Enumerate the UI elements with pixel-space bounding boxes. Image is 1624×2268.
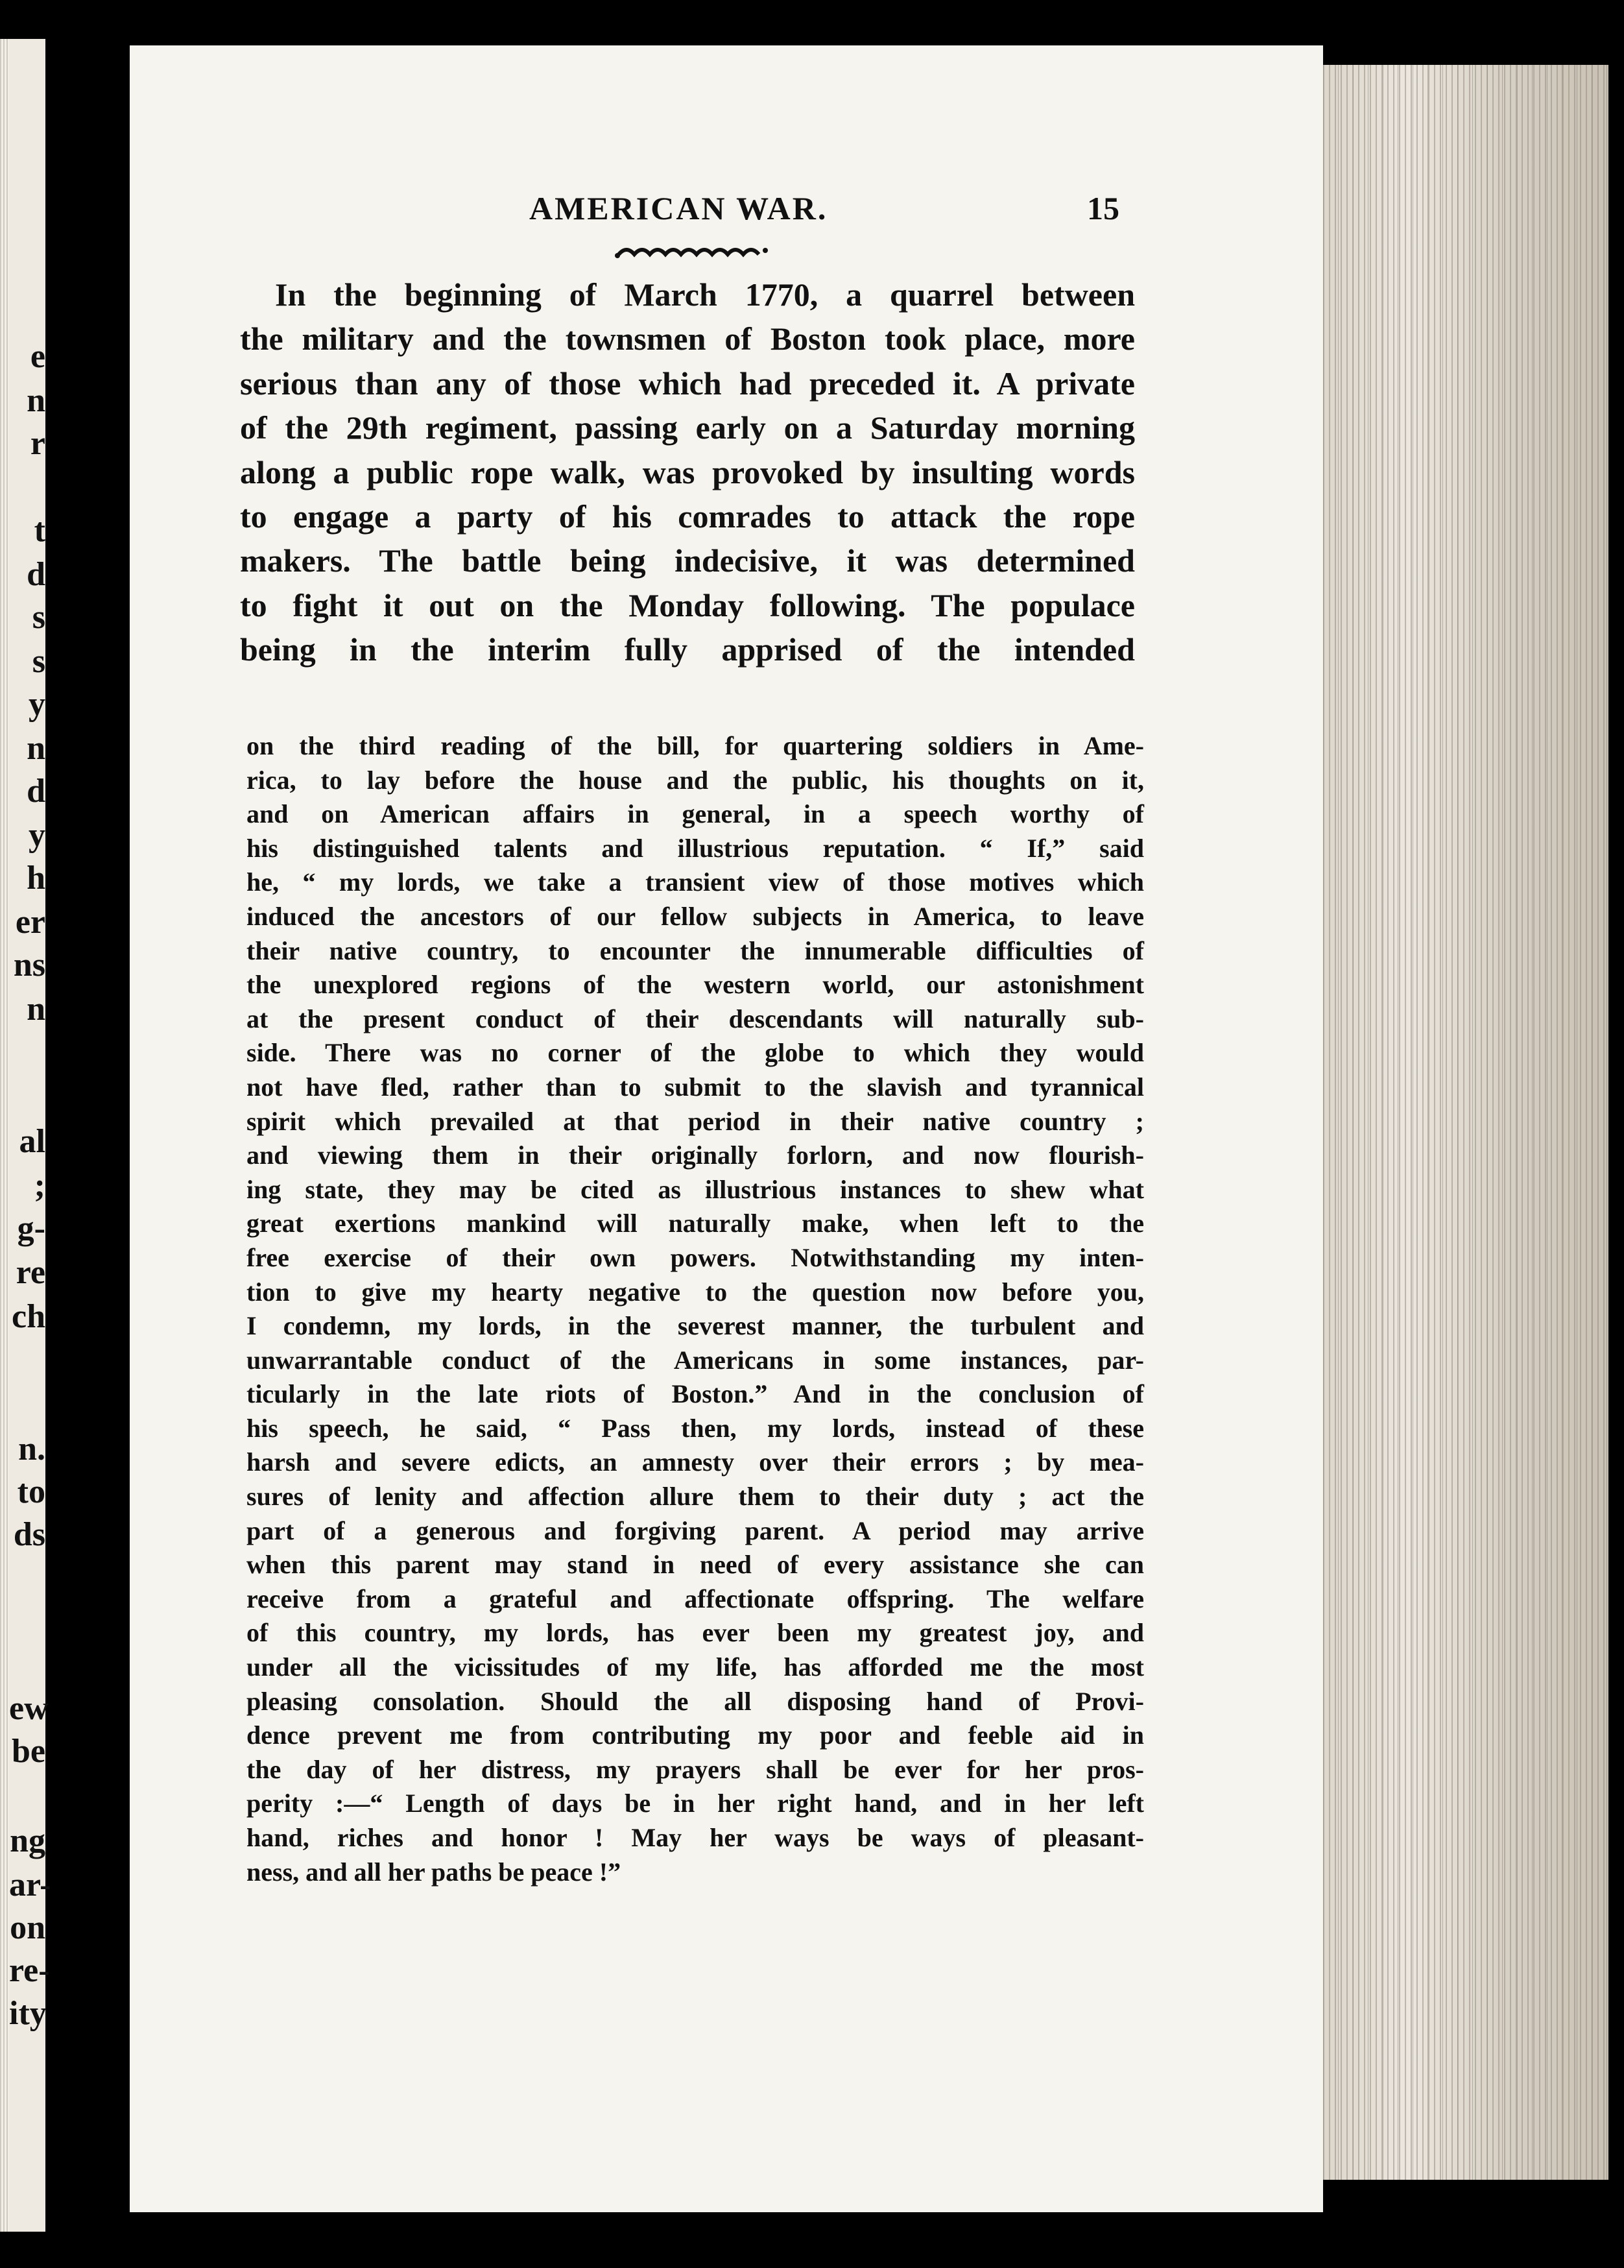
footnote-line: receive from a grateful and affectionate offspring. The welfare bbox=[246, 1584, 1144, 1613]
footnote-line: at the present conduct of their descendants will naturally sub- bbox=[246, 1004, 1144, 1033]
footnote-line: ness, and all her paths be peace !” bbox=[246, 1857, 621, 1887]
page-stack-edge bbox=[1323, 65, 1608, 2180]
text-line: to fight it out on the Monday following. The populace bbox=[240, 586, 1135, 623]
text-line: along a public rope walk, was provoked by insulting words bbox=[240, 453, 1135, 490]
margin-fragment: be bbox=[12, 1733, 45, 1770]
text-line: the military and the townsmen of Boston took place, more bbox=[240, 320, 1135, 357]
margin-fragment: ng bbox=[10, 1822, 45, 1859]
facing-page-fore-edge bbox=[0, 39, 9, 2232]
footnote-line: I condemn, my lords, in the severest manner, the turbulent and bbox=[246, 1311, 1144, 1341]
footnote-line: side. There was no corner of the globe to which they would bbox=[246, 1038, 1144, 1068]
margin-fragment: re- bbox=[9, 1952, 50, 1989]
margin-fragment: r bbox=[30, 425, 45, 462]
facing-page-edge bbox=[0, 39, 51, 2232]
footnote-line: and viewing them in their originally forlorn, and now flourish- bbox=[246, 1140, 1144, 1170]
footnote-line: of this country, my lords, has ever been my greatest joy, and bbox=[246, 1618, 1144, 1648]
margin-fragment: g- bbox=[17, 1210, 45, 1247]
margin-fragment: ew bbox=[9, 1690, 49, 1727]
text-line: In the beginning of March 1770, a quarrel between bbox=[275, 276, 1135, 313]
margin-fragment: d bbox=[27, 556, 45, 593]
margin-fragment: t bbox=[34, 512, 45, 549]
footnote-line: part of a generous and forgiving parent. A period may arrive bbox=[246, 1515, 1144, 1545]
margin-fragment: d bbox=[27, 773, 45, 810]
footnote-line: unwarrantable conduct of the Americans in some instances, par- bbox=[246, 1345, 1144, 1375]
margin-fragment: h bbox=[27, 860, 45, 897]
footnote-line: not have fled, rather than to submit to the slavish and tyrannical bbox=[246, 1072, 1144, 1102]
margin-fragment: s bbox=[32, 599, 45, 636]
text-line: being in the interim fully apprised of the intended bbox=[240, 631, 1135, 668]
footnote-line: his speech, he said, “ Pass then, my lords, instead of these bbox=[246, 1413, 1144, 1443]
margin-fragment: ds bbox=[13, 1516, 45, 1553]
footnote-line: rica, to lay before the house and the public, his thoughts on it, bbox=[246, 765, 1144, 795]
text-line: to engage a party of his comrades to attack the rope bbox=[240, 498, 1135, 535]
footnote-line: harsh and severe edicts, an amnesty over their errors ; by mea- bbox=[246, 1447, 1144, 1477]
text-line: of the 29th regiment, passing early on a Saturday morning bbox=[240, 409, 1135, 446]
margin-fragment: n. bbox=[18, 1430, 45, 1467]
text-line: makers. The battle being indecisive, it was determined bbox=[240, 542, 1135, 579]
footnote-line: hand, riches and honor ! May her ways be ways of pleasant- bbox=[246, 1823, 1144, 1852]
footnote-line: great exertions mankind will naturally make, when left to the bbox=[246, 1209, 1144, 1238]
footnote-line: the day of her distress, my prayers shall be ever for her pros- bbox=[246, 1754, 1144, 1784]
margin-fragment: to bbox=[17, 1473, 45, 1510]
footnote bbox=[246, 729, 1144, 1889]
footnote-line: when this parent may stand in need of every assistance she can bbox=[246, 1550, 1144, 1580]
margin-fragment: er bbox=[15, 904, 45, 941]
margin-fragment: y bbox=[29, 686, 45, 723]
footnote-line: their native country, to encounter the innumerable difficulties of bbox=[246, 935, 1144, 965]
footnote-line: tion to give my hearty negative to the question now before you, bbox=[246, 1277, 1144, 1307]
margin-fragment: on bbox=[10, 1909, 45, 1946]
margin-fragment: e bbox=[30, 338, 45, 375]
footnote-line: sures of lenity and affection allure them to their duty ; act the bbox=[246, 1482, 1144, 1512]
footnote-line: under all the vicissitudes of my life, has afforded me the most bbox=[246, 1652, 1144, 1682]
footnote-line: he, “ my lords, we take a transient view of those motives which bbox=[246, 867, 1144, 897]
footnote-line: perity :—“ Length of days be in her right hand, and in her left bbox=[246, 1789, 1144, 1818]
footnote-line: pleasing consolation. Should the all disposing hand of Provi- bbox=[246, 1686, 1144, 1716]
margin-fragment: ns bbox=[13, 947, 45, 983]
margin-fragment: n bbox=[27, 730, 45, 767]
margin-fragment: ity bbox=[9, 1995, 47, 2032]
footnote-line: ticularly in the late riots of Boston.” And in the conclusion of bbox=[246, 1379, 1144, 1409]
margin-fragment: y bbox=[29, 817, 45, 854]
margin-fragment: n bbox=[27, 382, 45, 419]
footnote-line: dence prevent me from contributing my poor and feeble aid in bbox=[246, 1720, 1144, 1750]
margin-fragment: ch bbox=[12, 1298, 45, 1335]
margin-fragment: ar- bbox=[9, 1866, 51, 1903]
footnote-line: and on American affairs in general, in a speech worthy of bbox=[246, 799, 1144, 829]
margin-fragment: s bbox=[32, 643, 45, 680]
footnote-line: free exercise of their own powers. Notwithstanding my inten- bbox=[246, 1242, 1144, 1272]
footnote-line: spirit which prevailed at that period in their native country ; bbox=[246, 1106, 1144, 1136]
footnote-line: induced the ancestors of our fellow subjects in America, to leave bbox=[246, 901, 1144, 931]
margin-fragment: ; bbox=[34, 1167, 45, 1204]
main-paragraph bbox=[240, 272, 1135, 672]
footnote-line: ing state, they may be cited as illustrious instances to shew what bbox=[246, 1174, 1144, 1204]
margin-fragment: al bbox=[19, 1123, 45, 1160]
page-number: 15 bbox=[1087, 190, 1119, 226]
footnote-line: the unexplored regions of the western world, our astonishment bbox=[246, 970, 1144, 1000]
footnote-line: his distinguished talents and illustrious reputation. “ If,” said bbox=[246, 833, 1144, 863]
footnote-line: on the third reading of the bill, for quartering soldiers in Ame- bbox=[246, 731, 1144, 760]
ornament-divider bbox=[615, 239, 770, 265]
margin-fragment: re bbox=[16, 1254, 45, 1291]
running-head: AMERICAN WAR. bbox=[529, 190, 828, 226]
text-line: serious than any of those which had preceded it. A private bbox=[240, 365, 1135, 402]
margin-fragment: n bbox=[27, 991, 45, 1028]
